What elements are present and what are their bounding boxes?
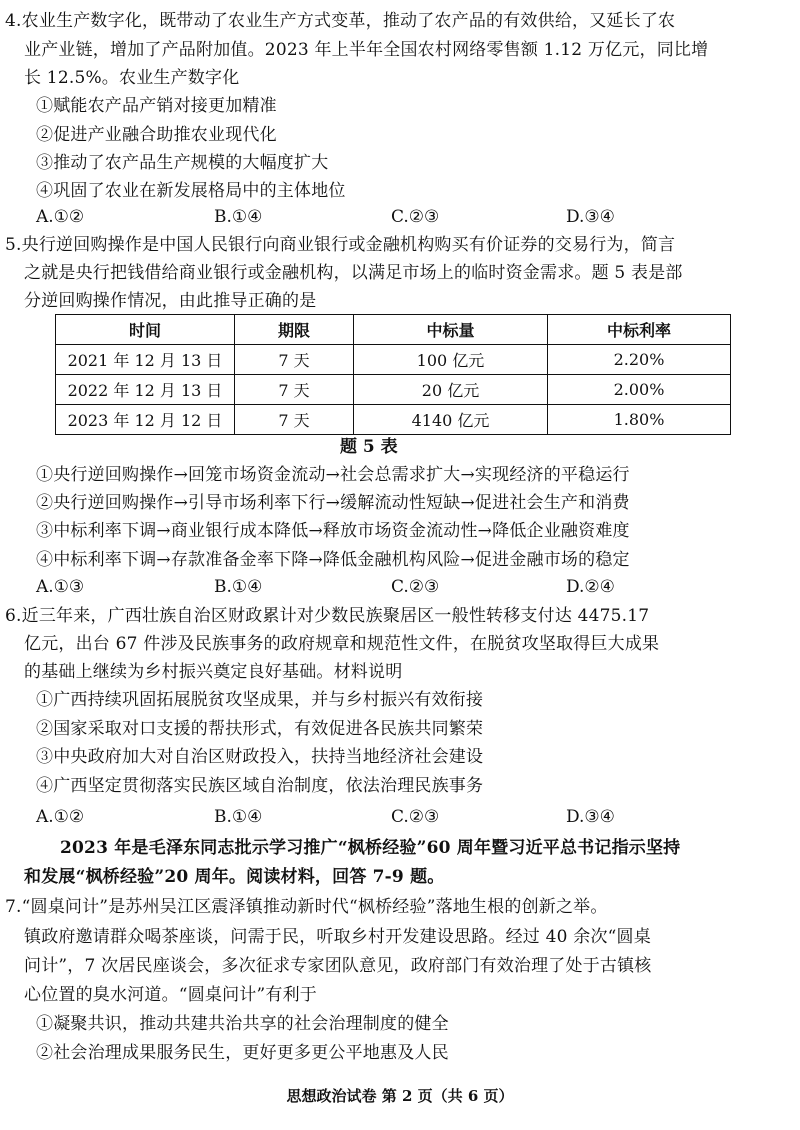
q6-option-c[interactable]: C.②③	[391, 807, 440, 827]
q4-stem-line-2: 业产业链，增加了产品附加值。2023 年上半年全国农村网络零售额 1.12 万亿元，同比增	[24, 40, 709, 60]
q4-options	[36, 206, 776, 228]
table-cell: 2.20%	[548, 345, 731, 375]
q6-item-1: ①广西持续巩固拓展脱贫攻坚成果，并与乡村振兴有效衔接	[36, 690, 484, 710]
q4-stem-line-1: 4.农业生产数字化，既带动了农业生产方式变革，推动了农产品的有效供给，又延长了农	[5, 11, 676, 31]
q5-stem-line-1: 5.央行逆回购操作是中国人民银行向商业银行或金融机构购买有价证券的交易行为，简言	[5, 235, 676, 255]
table-row	[56, 375, 731, 405]
table-cell: 7 天	[235, 405, 354, 435]
q4-item-1: ①赋能农产品产销对接更加精准	[36, 96, 277, 116]
table-cell: 7 天	[235, 345, 354, 375]
q5-item-3: ③中标利率下调→商业银行成本降低→释放市场资金流动性→降低企业融资难度	[36, 521, 630, 541]
table-cell: 7 天	[235, 375, 354, 405]
q6-stem-line-3: 的基础上继续为乡村振兴奠定良好基础。材料说明	[24, 662, 403, 682]
q7-stem-line-3: 问计”，7 次居民座谈会，多次征求专家团队意见，政府部门有效治理了处于古镇核	[24, 956, 652, 976]
q6-stem-line-2: 亿元，出台 67 件涉及民族事务的政府规章和规范性文件，在脱贫攻坚取得巨大成果	[24, 634, 660, 654]
q5-option-b[interactable]: B.①④	[214, 577, 263, 597]
q6-option-a[interactable]: A.①②	[36, 807, 85, 827]
table-header-row	[56, 315, 731, 345]
q6-option-d[interactable]: D.③④	[566, 807, 615, 827]
q5-table	[55, 314, 731, 435]
table-cell: 20 亿元	[354, 375, 548, 405]
table-cell: 2023 年 12 月 12 日	[56, 405, 235, 435]
q4-option-d[interactable]: D.③④	[566, 207, 615, 227]
q4-stem-line-3: 长 12.5%。农业生产数字化	[24, 68, 240, 88]
intro-line-1: 2023 年是毛泽东同志批示学习推广“枫桥经验”60 周年暨习近平总书记指示坚持	[60, 838, 681, 858]
q6-stem-line-1: 6.近三年来，广西壮族自治区财政累计对少数民族聚居区一般性转移支付达 4475.17	[5, 606, 650, 626]
table-header-rate: 中标利率	[548, 315, 731, 345]
q6-item-4: ④广西坚定贯彻落实民族区域自治制度，依法治理民族事务	[36, 776, 484, 796]
q4-item-3: ③推动了农产品生产规模的大幅度扩大	[36, 153, 329, 173]
q7-stem-line-1: 7.“圆桌问计”是苏州吴江区震泽镇推动新时代“枫桥经验”落地生根的创新之举。	[5, 897, 608, 917]
table-cell: 2021 年 12 月 13 日	[56, 345, 235, 375]
page-footer: 思想政治试卷 第 2 页（共 6 页）	[286, 1087, 514, 1105]
table-row	[56, 405, 731, 435]
q5-options	[36, 576, 776, 598]
table-cell: 1.80%	[548, 405, 731, 435]
q7-item-1: ①凝聚共识，推动共建共治共享的社会治理制度的健全	[36, 1014, 449, 1034]
q6-option-b[interactable]: B.①④	[214, 807, 263, 827]
q5-option-c[interactable]: C.②③	[391, 577, 440, 597]
table-header-term: 期限	[235, 315, 354, 345]
intro-line-2: 和发展“枫桥经验”20 周年。阅读材料，回答 7-9 题。	[24, 867, 445, 887]
q4-item-4: ④巩固了农业在新发展格局中的主体地位	[36, 181, 346, 201]
q4-option-b[interactable]: B.①④	[214, 207, 263, 227]
q5-option-d[interactable]: D.②④	[566, 577, 615, 597]
q5-item-4: ④中标利率下调→存款准备金率下降→降低金融机构风险→促进金融市场的稳定	[36, 550, 630, 570]
table-header-time: 时间	[56, 315, 235, 345]
table-cell: 100 亿元	[354, 345, 548, 375]
table-caption: 题 5 表	[340, 437, 398, 457]
q5-stem-line-2: 之就是央行把钱借给商业银行或金融机构，以满足市场上的临时资金需求。题 5 表是部	[24, 263, 683, 283]
q5-option-a[interactable]: A.①③	[36, 577, 85, 597]
table-cell: 2022 年 12 月 13 日	[56, 375, 235, 405]
table-cell: 4140 亿元	[354, 405, 548, 435]
q7-stem-line-4: 心位置的臭水河道。“圆桌问计”有利于	[24, 985, 317, 1005]
q6-options	[36, 806, 776, 828]
q5-item-1: ①央行逆回购操作→回笼市场资金流动→社会总需求扩大→实现经济的平稳运行	[36, 465, 630, 485]
q5-stem-line-3: 分逆回购操作情况，由此推导正确的是	[24, 291, 317, 311]
table-row	[56, 345, 731, 375]
table-cell: 2.00%	[548, 375, 731, 405]
q6-item-2: ②国家采取对口支援的帮扶形式，有效促进各民族共同繁荣	[36, 719, 484, 739]
table-header-amount: 中标量	[354, 315, 548, 345]
q4-option-a[interactable]: A.①②	[36, 207, 85, 227]
q6-item-3: ③中央政府加大对自治区财政投入，扶持当地经济社会建设	[36, 747, 484, 767]
q4-item-2: ②促进产业融合助推农业现代化	[36, 125, 277, 145]
q5-item-2: ②央行逆回购操作→引导市场利率下行→缓解流动性短缺→促进社会生产和消费	[36, 493, 630, 513]
q7-stem-line-2: 镇政府邀请群众喝茶座谈，问需于民，听取乡村开发建设思路。经过 40 余次“圆桌	[24, 927, 651, 947]
q4-option-c[interactable]: C.②③	[391, 207, 440, 227]
q7-item-2: ②社会治理成果服务民生，更好更多更公平地惠及人民	[36, 1043, 449, 1063]
